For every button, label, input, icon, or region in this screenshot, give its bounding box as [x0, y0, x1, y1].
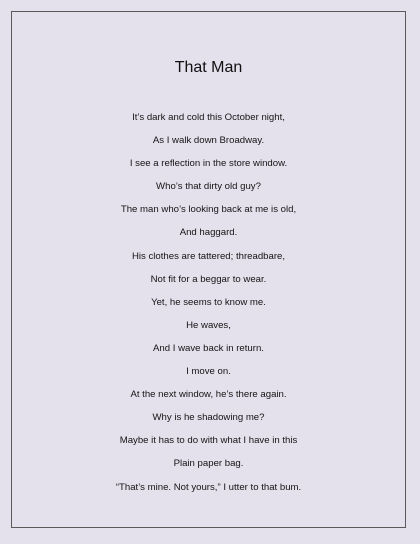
- poem-line: “That’s mine. Not yours,” I utter to that bum.: [115, 481, 302, 493]
- poem-line: And I wave back in return.: [153, 342, 264, 354]
- poem-line: At the next window, he’s there again.: [130, 389, 287, 401]
- poem-line: Why is he shadowing me?: [152, 412, 265, 424]
- poem-line: His clothes are tattered; threadbare,: [131, 250, 286, 262]
- poem-line: I see a reflection in the store window.: [129, 158, 288, 170]
- poem-line: Who’s that dirty old guy?: [156, 181, 261, 193]
- poem-line: I move on.: [186, 366, 231, 378]
- poem-line: Not fit for a beggar to wear.: [150, 273, 267, 285]
- poem-body: [12, 110, 405, 503]
- poem-title: That Man: [174, 59, 243, 76]
- poem-line: And haggard.: [179, 227, 238, 239]
- poem-line: The man who’s looking back at me is old,: [120, 204, 297, 216]
- poem-line: As I walk down Broadway.: [152, 135, 265, 147]
- poem-line: He waves,: [186, 319, 231, 331]
- document-page: [11, 11, 406, 528]
- poem-line: Maybe it has to do with what I have in this: [119, 435, 298, 447]
- poem-line: Yet, he seems to know me.: [151, 296, 266, 308]
- poem-line: It’s dark and cold this October night,: [132, 112, 285, 123]
- poem-line: Plain paper bag.: [173, 458, 244, 470]
